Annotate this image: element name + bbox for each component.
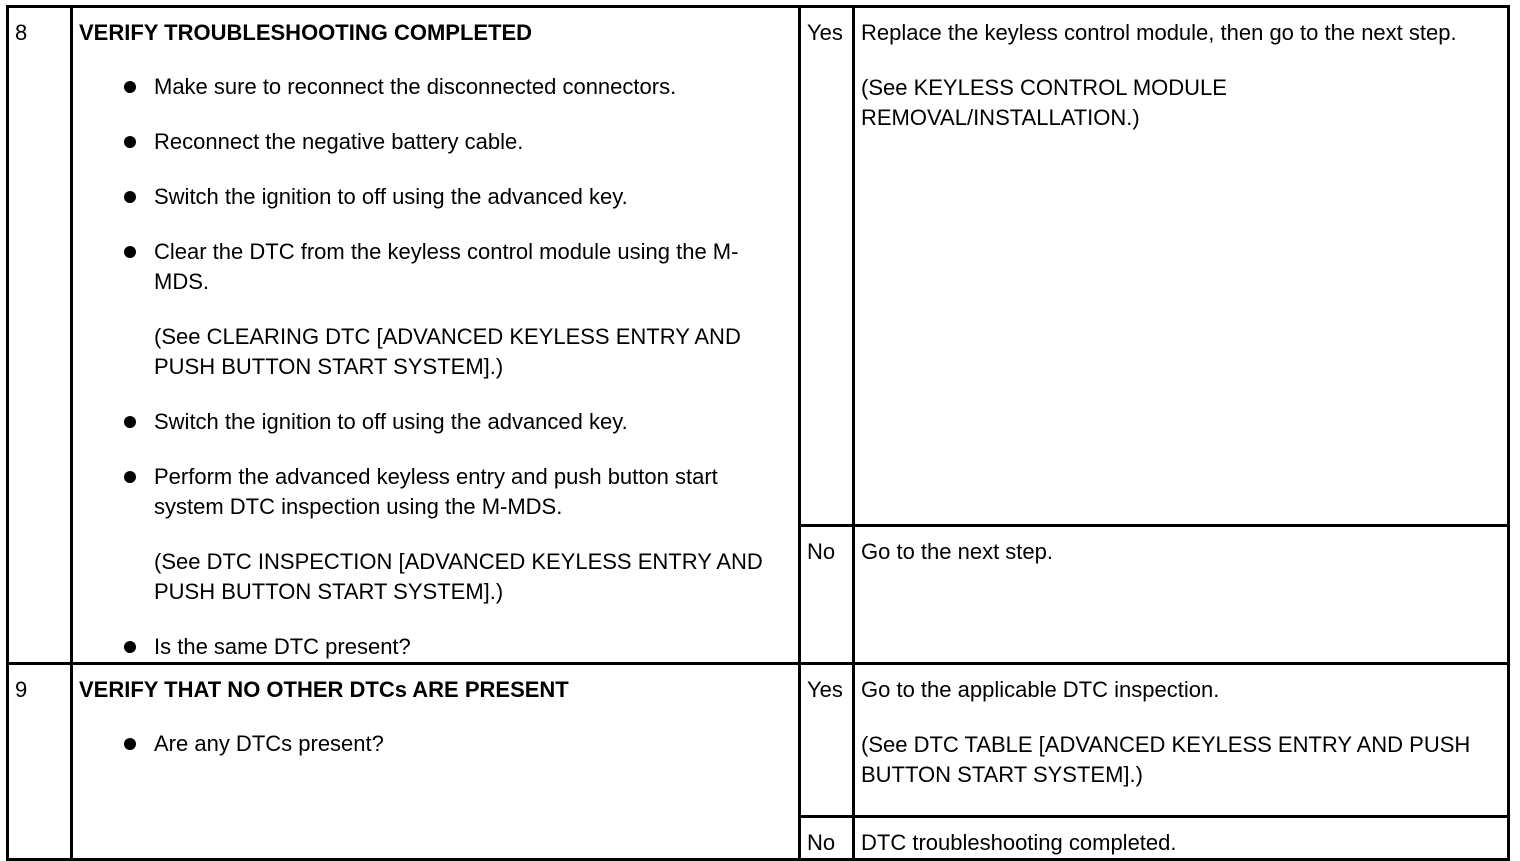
action-text: Replace the keyless control module, then go to the next step. xyxy=(861,20,1457,45)
no-action-cell xyxy=(854,817,1509,860)
yes-label: Yes xyxy=(800,7,854,526)
list-item: Make sure to reconnect the disconnected connectors. xyxy=(154,72,792,102)
action-text: Go to the applicable DTC inspection. xyxy=(861,677,1220,702)
step-number: 8 xyxy=(8,7,72,664)
step-inspection-cell xyxy=(72,7,800,664)
yes-label: Yes xyxy=(800,664,854,817)
list-item-text: Perform the advanced keyless entry and push button start system DTC inspection using the M-MDS. xyxy=(154,464,718,519)
step-9-yes-row xyxy=(8,664,1509,817)
list-item: Reconnect the negative battery cable. xyxy=(154,127,792,157)
reference-note: (See DTC INSPECTION [ADVANCED KEYLESS ENTRY AND PUSH BUTTON START SYSTEM].) xyxy=(154,549,763,604)
yes-action-cell xyxy=(854,664,1509,817)
step-title: VERIFY THAT NO OTHER DTCs ARE PRESENT xyxy=(79,677,569,702)
action-text: Go to the next step. xyxy=(861,539,1054,564)
step-inspection-cell xyxy=(72,664,800,860)
step-number: 9 xyxy=(8,664,72,860)
troubleshooting-table xyxy=(6,5,1510,861)
no-action-cell xyxy=(854,526,1509,664)
list-item-text: Clear the DTC from the keyless control module using the M-MDS. xyxy=(154,239,739,294)
step-title: VERIFY TROUBLESHOOTING COMPLETED xyxy=(79,20,533,45)
list-item xyxy=(154,462,792,607)
list-item: Switch the ignition to off using the advanced key. xyxy=(154,407,792,437)
action-text: DTC troubleshooting completed. xyxy=(861,830,1177,855)
list-item: Are any DTCs present? xyxy=(154,729,792,759)
list-item xyxy=(154,237,792,382)
reference-note: (See KEYLESS CONTROL MODULE REMOVAL/INSTALLATION.) xyxy=(861,75,1227,130)
reference-note: (See DTC TABLE [ADVANCED KEYLESS ENTRY AND PUSH BUTTON START SYSTEM].) xyxy=(861,732,1471,787)
inspection-list xyxy=(79,729,792,759)
no-label: No xyxy=(800,526,854,664)
no-label: No xyxy=(800,817,854,860)
list-item: Is the same DTC present? xyxy=(154,632,792,662)
list-item: Switch the ignition to off using the advanced key. xyxy=(154,182,792,212)
step-8-yes-row xyxy=(8,7,1509,526)
reference-note: (See CLEARING DTC [ADVANCED KEYLESS ENTRY AND PUSH BUTTON START SYSTEM].) xyxy=(154,324,741,379)
yes-action-cell xyxy=(854,7,1509,526)
inspection-list xyxy=(79,72,792,662)
